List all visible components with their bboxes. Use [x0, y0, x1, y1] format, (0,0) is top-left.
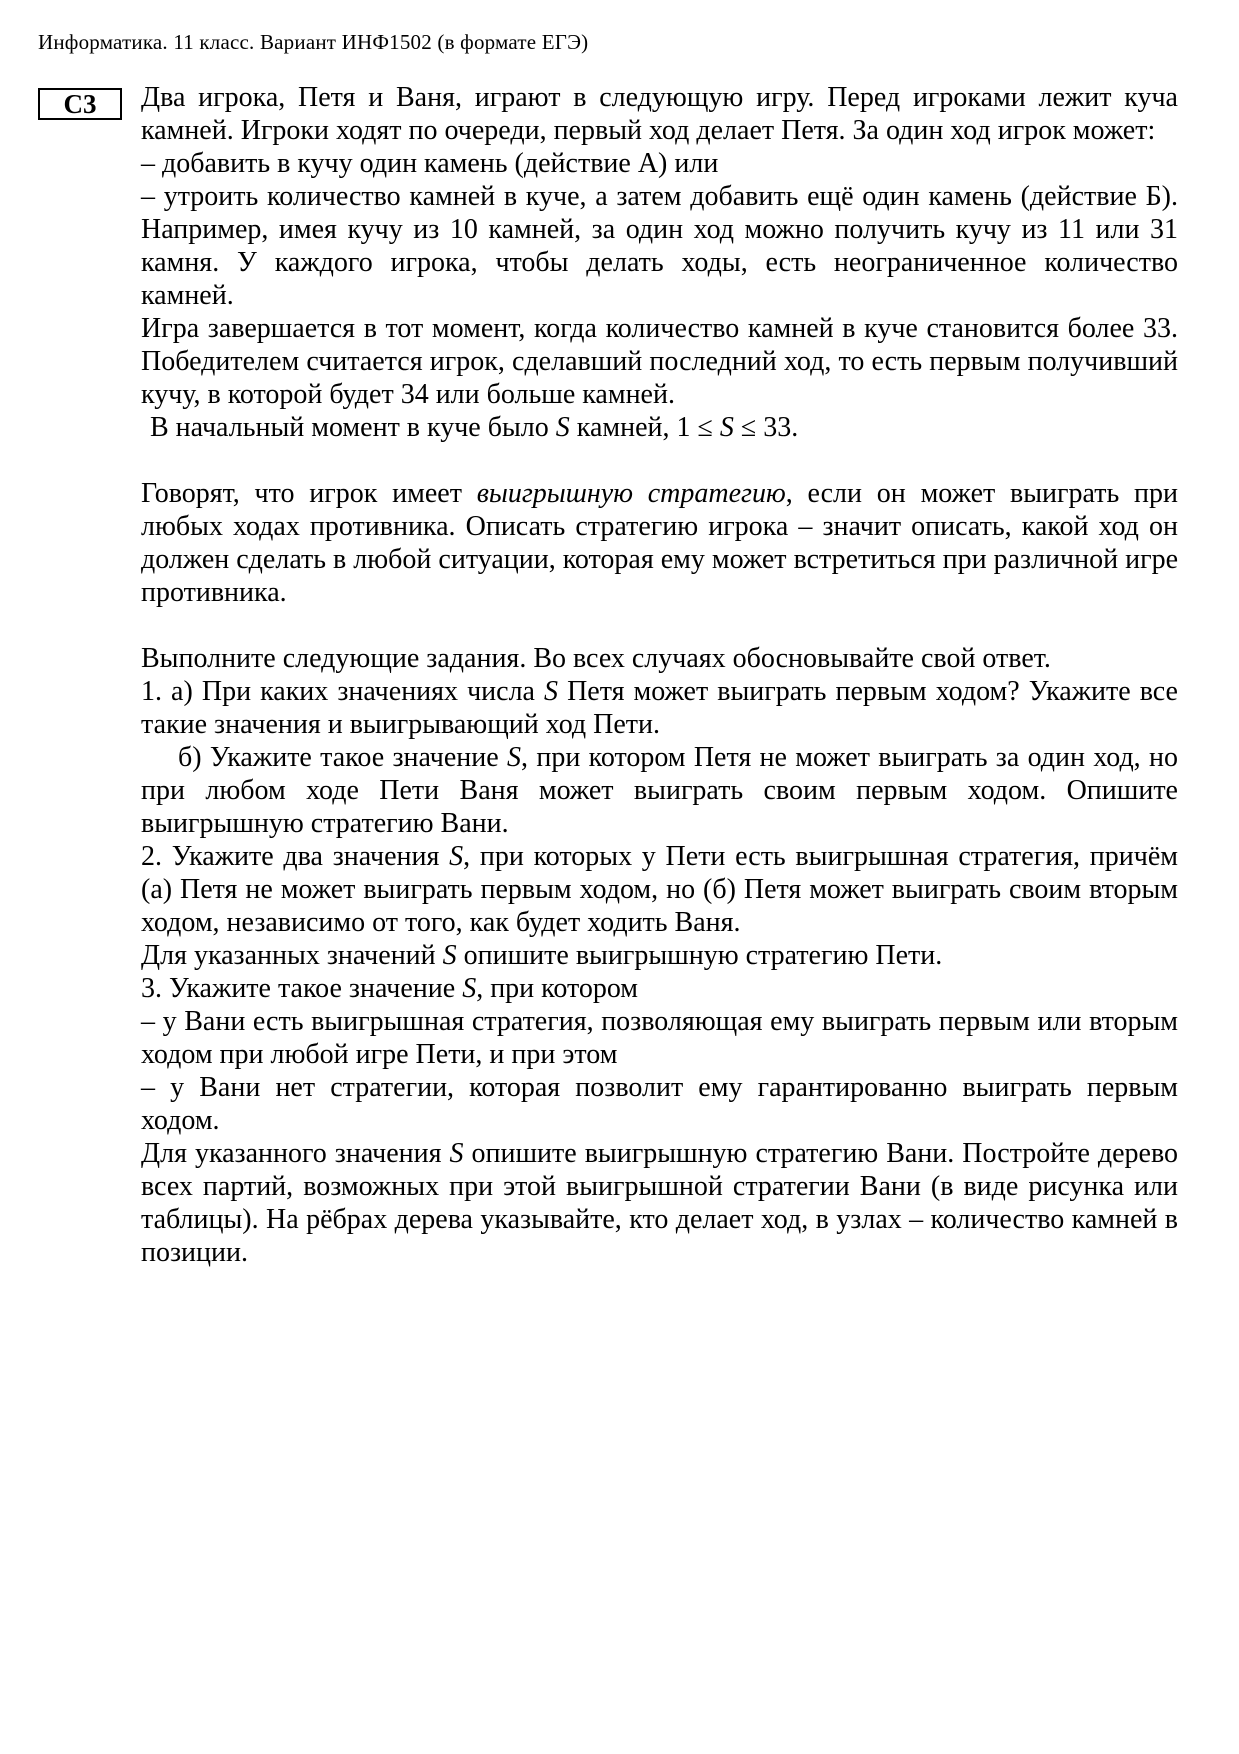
italic-text-run: S [449, 841, 464, 872]
text-run: Два игрока, Петя и Ваня, играют в следующую игру. Перед игроками лежит куча камней. Игроки ходят по очереди, первый ход делает Петя. За один ход игрок может: [141, 82, 1178, 146]
text-run: Игра завершается в тот момент, когда количество камней в куче становится более 33. Победителем считается игрок, сделавший последний ход, то есть первым получивший кучу, в которой будет 34 или больше камней. [141, 313, 1178, 410]
text-run: опишите выигрышную стратегию Пети. [456, 940, 943, 971]
page-header: Информатика. 11 класс. Вариант ИНФ1502 (в формате ЕГЭ) [38, 30, 589, 54]
intro-paragraph [141, 81, 1178, 147]
text-run: 3. Укажите такое значение [141, 973, 463, 1004]
text-run: – утроить количество камней в куче, а затем добавить ещё один камень (действие Б). Например, имея кучу из 10 камней, за один ход можно получить кучу из 11 или 31 камня. У каждого игрока, чтобы делать ходы, есть неограниченное количество камней. [141, 181, 1178, 311]
task-2-note-line [141, 939, 1178, 972]
text-run: – добавить в кучу один камень (действие А) или [141, 148, 719, 179]
text-run: Выполните следующие задания. Во всех случаях обосновывайте свой ответ. [141, 643, 1051, 674]
task-number-label: С3 [63, 88, 97, 119]
text-run: б) Укажите такое значение [178, 742, 508, 773]
task-2-paragraph [141, 840, 1178, 939]
text-run: , при котором [476, 973, 639, 1004]
task-number-box [38, 88, 122, 120]
task-3-note-paragraph [141, 1137, 1178, 1269]
initial-condition-line [141, 411, 1178, 444]
text-run: камней, 1 ≤ [569, 412, 720, 443]
game-end-rule-paragraph [141, 312, 1178, 411]
italic-text-run: S [462, 973, 477, 1004]
text-run: Для указанного значения [141, 1138, 450, 1169]
text-run: , при котором Петя не может выиграть за один ход, но при любом ходе Пети Ваня может выиграть своим первым ходом. Опишите выигрышную стратегию Вани. [141, 742, 1178, 839]
text-run: , если он может выиграть при любых ходах противника. Описать стратегию игрока – значит описать, какой ход он должен сделать в любой ситуации, которая ему может встретиться при различной игре противника. [141, 478, 1178, 608]
italic-text-run: выигрышную стратегию [476, 478, 786, 509]
tasks-intro-line [141, 642, 1178, 675]
text-run: Говорят, что игрок имеет [141, 478, 477, 509]
action-b-paragraph [141, 180, 1178, 312]
action-a-line [141, 147, 1178, 180]
task-1a-paragraph [141, 675, 1178, 741]
italic-text-run: S [507, 742, 522, 773]
text-run: В начальный момент в куче было [150, 412, 556, 443]
task-3-condition-1-paragraph [141, 1005, 1178, 1071]
task-1b-paragraph [141, 741, 1178, 840]
text-run: , при которых у Пети есть выигрышная стратегия, причём (а) Петя не может выиграть первым ходом, но (б) Петя может выиграть своим вторым ходом, независимо от того, как будет ходить Ваня. [141, 841, 1178, 938]
italic-text-run: S [555, 412, 570, 443]
italic-text-run: S [442, 940, 457, 971]
task-3-paragraph [141, 972, 1178, 1005]
italic-text-run: S [449, 1138, 464, 1169]
text-run: Петя может выиграть первым ходом? Укажите все такие значения и выигрывающий ход Пети. [141, 676, 1178, 740]
task-body [141, 81, 1178, 1269]
italic-text-run: S [544, 676, 559, 707]
text-run: 2. Укажите два значения [141, 841, 450, 872]
text-run: – у Вани есть выигрышная стратегия, позволяющая ему выиграть первым или вторым ходом при любой игре Пети, и при этом [141, 1006, 1178, 1070]
text-run: – у Вани нет стратегии, которая позволит ему гарантированно выиграть первым ходом. [141, 1072, 1178, 1136]
text-run: ≤ 33. [733, 412, 799, 443]
task-3-condition-2-paragraph [141, 1071, 1178, 1137]
text-run: Для указанных значений [141, 940, 443, 971]
text-run: опишите выигрышную стратегию Вани. Постройте дерево всех партий, возможных при этой выигрышной стратегии Вани (в виде рисунка или таблицы). На рёбрах дерева указывайте, кто делает ход, в узлах – количество камней в позиции. [141, 1138, 1178, 1268]
italic-text-run: S [719, 412, 734, 443]
text-run: 1. а) При каких значениях числа [141, 676, 545, 707]
winning-strategy-definition-paragraph [141, 477, 1178, 609]
